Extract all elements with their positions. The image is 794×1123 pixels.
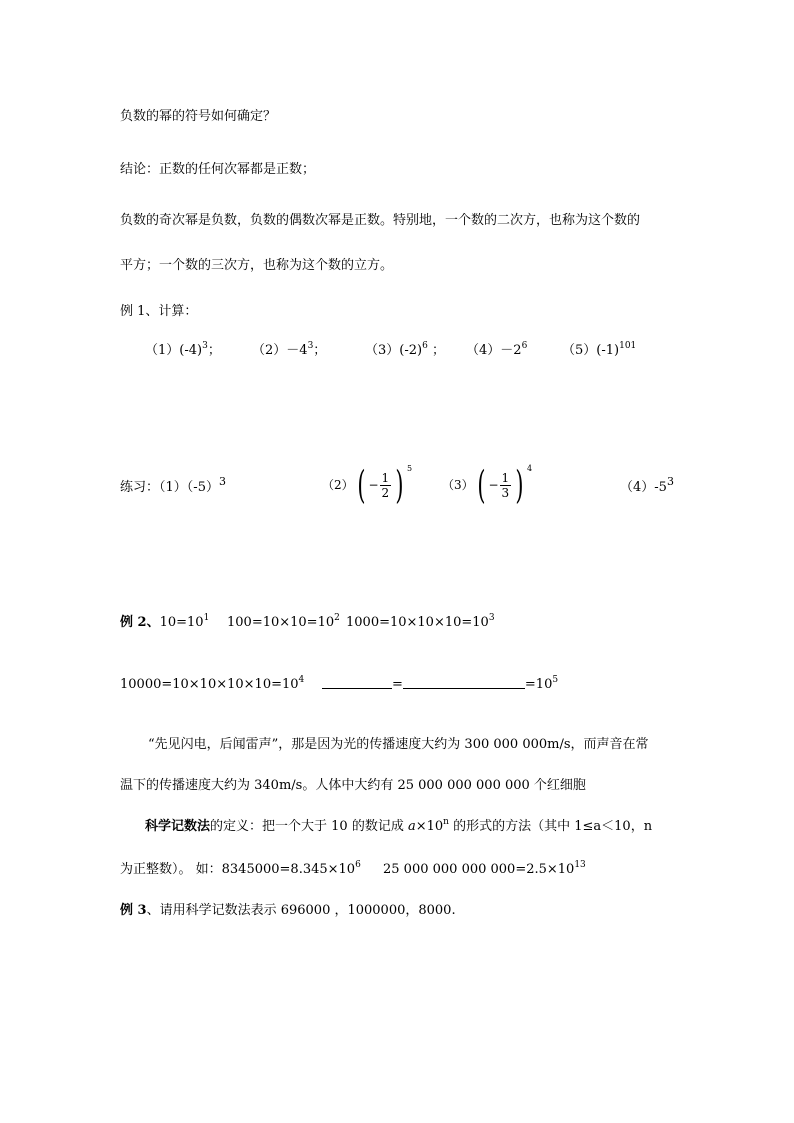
scientific-notation-example-2 xyxy=(383,860,586,881)
scientific-notation-definition xyxy=(145,817,652,838)
example-1-item-4 xyxy=(466,341,527,362)
minus-sign: − xyxy=(488,478,499,492)
item-exponent: 6 xyxy=(521,341,528,351)
power-eq-2-text: 100=10×10=10 xyxy=(227,615,335,630)
example-2-title: 例 2 xyxy=(120,615,147,630)
practice-item-1 xyxy=(120,475,226,498)
blank-result: =10 xyxy=(524,677,553,692)
item-exponent: 3 xyxy=(666,475,674,488)
item-base: (-1) xyxy=(596,343,620,358)
conclusion-line-1: 结论：正数的任何次幂都是正数； xyxy=(120,162,316,177)
scientific-notation-examples xyxy=(120,860,361,881)
item-label: （3） xyxy=(365,343,400,358)
item-base: －4 xyxy=(286,343,308,358)
answer-blank-1[interactable] xyxy=(322,676,392,689)
example-1-item-3 xyxy=(365,341,445,362)
item-base: (-2) xyxy=(399,343,423,358)
practice-item-2 xyxy=(322,463,413,507)
item-base: -5 xyxy=(654,480,667,495)
equals-sign: = xyxy=(392,677,403,692)
power-eq-2 xyxy=(227,613,340,634)
item-base: －2 xyxy=(500,343,522,358)
sci-def-b: 的形式的方法（其中 1≤a＜10，n xyxy=(448,819,653,834)
fraction xyxy=(380,471,392,500)
example-3-title: 例 3 xyxy=(120,903,147,918)
item-exponent: 101 xyxy=(619,341,637,351)
power-exp-1: 1 xyxy=(203,613,210,623)
fraction-numerator: 1 xyxy=(501,470,510,485)
example-3-body: 、请用科学记数法表示 696000 ，1000000，8000. xyxy=(146,903,456,918)
example-1-title: 例 1、计算： xyxy=(120,304,198,319)
right-paren: ) xyxy=(395,463,404,507)
item-exponent: 5 xyxy=(407,464,413,473)
practice-item-3 xyxy=(442,463,533,507)
power-eq-3-text: 1000=10×10×10=10 xyxy=(346,615,489,630)
practice-item-4 xyxy=(620,475,674,498)
left-paren: ( xyxy=(476,463,486,507)
left-paren: ( xyxy=(356,463,366,507)
item-tail: ； xyxy=(207,343,221,358)
minus-sign: − xyxy=(368,478,379,492)
sci-times: ×10 xyxy=(415,819,444,834)
power-eq-3 xyxy=(346,613,495,634)
sci-a: a xyxy=(407,819,416,834)
sci-exp-6: 6 xyxy=(355,860,361,870)
conclusion-line-2: 负数的奇次幂是负数，负数的偶数次幂是正数。特别地，一个数的二次方，也称为这个数的 xyxy=(120,213,641,228)
question-heading: 负数的幂的符号如何确定？ xyxy=(120,109,277,124)
sci-def-a: 的定义：把一个大于 10 的数记成 xyxy=(210,819,408,834)
item-label: （5） xyxy=(562,343,597,358)
power-exp-2: 2 xyxy=(334,613,340,623)
item-base: （-5） xyxy=(186,480,219,495)
answer-blank-2[interactable] xyxy=(403,676,525,689)
item-label: （4） xyxy=(620,480,655,495)
power-exp-5: 5 xyxy=(552,675,559,685)
fraction xyxy=(500,471,512,500)
example-2-line-2 xyxy=(120,675,304,696)
power-eq-1: 10=10 xyxy=(159,615,204,630)
example-2-sep: 、 xyxy=(146,615,160,630)
sci-term: 科学记数法 xyxy=(145,819,211,834)
right-paren: ) xyxy=(515,463,524,507)
light-speed-paragraph-line-1: “先见闪电，后闻雷声”，那是因为光的传播速度大约为 300 000 000m/s，而声音在常 xyxy=(148,737,649,752)
example-1-item-1 xyxy=(145,341,221,362)
light-speed-paragraph-line-2: 温下的传播速度大约为 340m/s。人体中大约有 25 000 000 000 000 个红细胞 xyxy=(120,778,586,793)
item-exponent: 6 xyxy=(422,341,428,351)
item-exponent: 3 xyxy=(307,341,314,351)
sci-exp-13: 13 xyxy=(574,860,586,870)
item-tail: ； xyxy=(313,343,327,358)
example-2-line-1 xyxy=(120,613,209,634)
item-label: （4） xyxy=(466,343,501,358)
item-label: （1） xyxy=(159,480,187,495)
example-1-item-5 xyxy=(562,341,636,362)
item-label: （2） xyxy=(322,478,354,492)
sci-line2-a: 为正整数）。 如：8345000=8.345×10 xyxy=(120,862,356,877)
conclusion-line-3: 平方；一个数的三次方，也称为这个数的立方。 xyxy=(120,258,394,273)
fill-in-blank-row xyxy=(322,675,558,696)
item-exponent: 3 xyxy=(202,341,208,351)
item-exponent: 4 xyxy=(527,464,533,473)
example-3 xyxy=(120,901,456,921)
power-exp-3: 3 xyxy=(488,613,495,623)
item-exponent: 3 xyxy=(218,475,226,488)
fraction-denominator: 2 xyxy=(381,485,390,500)
power-exp-4: 4 xyxy=(298,675,305,685)
item-base: (-4) xyxy=(179,343,203,358)
sci-line2-b: 25 000 000 000 000=2.5×10 xyxy=(383,862,575,877)
sci-n: n xyxy=(443,817,449,827)
practice-title: 练习： xyxy=(120,480,160,495)
example-1-item-2 xyxy=(252,341,326,362)
item-tail: ； xyxy=(427,343,445,358)
fraction-numerator: 1 xyxy=(381,470,390,485)
item-label: （3） xyxy=(442,478,474,492)
item-label: （1） xyxy=(145,343,180,358)
power-eq-4: 10000=10×10×10×10=10 xyxy=(120,677,299,692)
fraction-denominator: 3 xyxy=(501,485,510,500)
item-label: （2） xyxy=(252,343,287,358)
